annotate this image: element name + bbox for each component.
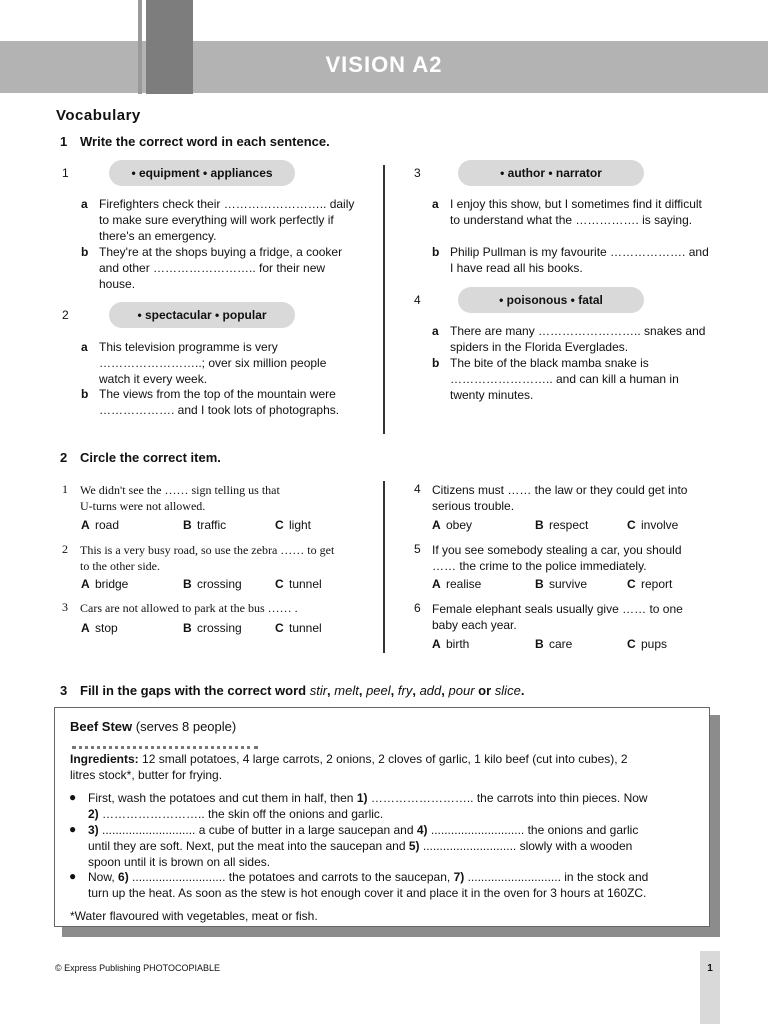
word-slice: slice (494, 683, 521, 698)
answer-option[interactable]: B respect (535, 518, 589, 532)
task1-instruction: Write the correct word in each sentence. (80, 134, 330, 149)
answer-option[interactable]: A realise (432, 577, 482, 591)
item-text: I enjoy this show, but I sometimes find it difficult to understand what the ……………. is saying. (450, 197, 702, 227)
sentence-item (432, 355, 710, 403)
task2-heading (60, 450, 221, 465)
question-stem-line: to the other side. (80, 559, 160, 573)
gap-number: 7) (453, 870, 465, 884)
ingredients-text: litres stock*, butter for frying. (70, 768, 223, 782)
word-melt: melt (334, 683, 359, 698)
question-stem-line: We didn't see the …… sign telling us that (80, 483, 280, 497)
question-stem-line: baby each year. (432, 618, 517, 632)
item-text: This television programme is very ……………………..; over six million people watch it every week. (99, 340, 327, 386)
item-letter: a (432, 197, 439, 211)
task3-instruction: Fill in the gaps with the correct word (80, 683, 307, 698)
recipe-serves: (serves 8 people) (135, 719, 237, 734)
item-letter: b (81, 387, 89, 401)
gap-number: 3) (88, 823, 99, 837)
sentence-item (432, 196, 710, 244)
section-title: Vocabulary (56, 107, 141, 124)
sentence-item (432, 323, 710, 355)
page-tab (700, 951, 720, 1024)
word-options-pill: • spectacular • popular (109, 302, 295, 328)
recipe-step: 3) ............................ a cube of butter in a large saucepan and 4) ............................ the onions and garlic until they are soft. Next, put the meat into the saucepan and 5) ............................ slowly with a wooden spoon until it is brown on all sides. (88, 823, 639, 869)
gap-number: 1) (356, 791, 368, 805)
answer-option[interactable]: B crossing (183, 577, 242, 591)
item-letter: b (432, 356, 440, 370)
task3-heading: 3 Fill in the gaps with the correct word stir, melt, peel, fry, add, pour or slice. (60, 683, 525, 698)
sentence-item (432, 244, 710, 276)
column-divider (383, 165, 385, 434)
answer-option[interactable]: B traffic (183, 518, 227, 532)
group-number: 1 (62, 166, 69, 180)
item-letter: b (432, 245, 440, 259)
sentence-item (81, 244, 361, 292)
recipe-footnote: *Water flavoured with vegetables, meat or fish. (70, 909, 318, 923)
answer-option[interactable]: B survive (535, 577, 588, 591)
question-stem (432, 482, 722, 514)
task2-instruction: Circle the correct item. (80, 450, 221, 465)
gap-blank[interactable]: …………………….. the skin off the onions and garlic. (102, 807, 384, 821)
word-options-pill: • author • narrator (458, 160, 644, 186)
gap-blank[interactable]: ............................ the potatoes and carrots to the saucepan, (132, 870, 451, 884)
answer-option[interactable]: A obey (432, 518, 473, 532)
recipe-ingredients (70, 751, 700, 783)
item-text: Firefighters check their …………………….. daily to make sure everything will work perfectly if there's an emergency. (99, 197, 355, 243)
dotted-rule (72, 746, 258, 749)
word-stir: stir (309, 683, 328, 698)
question-stem-line: This is a very busy road, so use the zebra …… to get (80, 543, 335, 557)
question-number: 2 (62, 542, 68, 556)
answer-option[interactable]: C involve (627, 518, 679, 532)
page-title: VISION A2 (325, 52, 443, 77)
sentence-item (81, 196, 361, 244)
recipe-step: Now, 6) ............................ the potatoes and carrots to the saucepan, 7) ............................ in the stock and turn up the heat. As soon as the stew is hot enough cover it and place it in the oven for 3 hours at 160ZC. (88, 870, 649, 900)
question-stem-line: …… the crime to the police immediately. (432, 559, 647, 573)
answer-option[interactable]: C pups (627, 637, 668, 651)
gap-number: 6) (118, 870, 129, 884)
gap-blank[interactable]: ............................ in the stock and (467, 870, 649, 884)
item-text: The views from the top of the mountain were ………………. and I took lots of photographs. (99, 387, 340, 417)
recipe-box (54, 707, 710, 927)
answer-option[interactable]: C tunnel (275, 621, 322, 635)
gap-blank[interactable]: ............................ the onions and garlic (430, 823, 639, 837)
recipe-title (70, 719, 236, 734)
question-stem (432, 601, 722, 633)
gap-number: 5) (408, 839, 420, 853)
task1-number: 1 (60, 134, 68, 149)
sentence-item (81, 339, 361, 387)
question-stem-line: Cars are not allowed to park at the bus …… . (80, 601, 298, 615)
word-fry: fry (397, 683, 413, 698)
answer-option[interactable]: B care (535, 637, 573, 651)
question-stem (80, 600, 380, 616)
gap-number: 4) (416, 823, 428, 837)
question-number: 6 (414, 601, 421, 615)
question-stem-line: U-turns were not allowed. (80, 499, 206, 513)
answer-option[interactable]: A road (81, 518, 120, 532)
word-options-pill: • poisonous • fatal (458, 287, 644, 313)
recipe-name: Beef Stew (70, 719, 133, 734)
question-stem (432, 542, 722, 574)
group-number: 4 (414, 293, 421, 307)
answer-option[interactable]: C tunnel (275, 577, 322, 591)
answer-option[interactable]: C report (627, 577, 673, 591)
gap-blank[interactable]: ............................ a cube of butter in a large saucepan and (102, 823, 414, 837)
ingredients-text: 12 small potatoes, 4 large carrots, 2 onions, 2 cloves of garlic, 1 kilo beef (cut into cubes), 2 (142, 752, 628, 766)
question-stem-line: If you see somebody stealing a car, you should (432, 543, 682, 557)
answer-option[interactable]: A stop (81, 621, 118, 635)
column-divider (383, 481, 385, 653)
question-stem-line: serious trouble. (432, 499, 515, 513)
group-number: 3 (414, 166, 421, 180)
task3-number: 3 (60, 683, 68, 698)
item-letter: a (81, 197, 88, 211)
page-number: 1 (707, 963, 713, 974)
question-stem-line: Citizens must …… the law or they could get into (432, 483, 688, 497)
item-text: The bite of the black mamba snake is …………………….. and can kill a human in twenty minutes. (450, 356, 679, 402)
item-letter: a (81, 340, 88, 354)
question-stem (80, 482, 380, 514)
task2-number: 2 (60, 450, 68, 465)
item-text: They're at the shops buying a fridge, a cooker and other …………………….. for their new house. (99, 245, 343, 291)
item-text: Philip Pullman is my favourite ………………. and I have read all his books. (450, 245, 709, 275)
answer-option[interactable]: B crossing (183, 621, 242, 635)
sentence-item (81, 386, 361, 418)
recipe-step: First, wash the potatoes and cut them in half, then 1) …………………….. the carrots into thin pieces. Now 2) …………………….. the skin off the onions and garlic. (88, 791, 648, 821)
group-number: 2 (62, 308, 69, 322)
item-text: There are many …………………….. snakes and spiders in the Florida Everglades. (450, 324, 706, 354)
bullet-icon: ● (69, 790, 77, 804)
bullet-icon: ● (69, 869, 77, 883)
word-peel: peel (366, 683, 391, 698)
item-letter: b (81, 245, 89, 259)
gap-blank[interactable]: …………………….. the carrots into thin pieces. Now (370, 791, 648, 805)
question-number: 4 (414, 482, 421, 496)
item-letter: a (432, 324, 439, 338)
question-stem-line: Female elephant seals usually give …… to one (432, 602, 683, 616)
word-pour: pour (448, 683, 475, 698)
gap-number: 2) (88, 807, 99, 821)
task1-heading (60, 134, 330, 149)
question-stem (80, 542, 380, 574)
answer-option[interactable]: A bridge (81, 577, 129, 591)
answer-option[interactable]: C light (275, 518, 312, 532)
copyright-notice: © Express Publishing PHOTOCOPIABLE (55, 963, 221, 973)
answer-option[interactable]: A birth (432, 637, 470, 651)
word-add: add (419, 683, 442, 698)
question-number: 5 (414, 542, 421, 556)
word-or: or (478, 683, 492, 698)
ingredients-label: Ingredients: (70, 752, 139, 766)
question-number: 3 (62, 600, 68, 614)
word-options-pill: • equipment • appliances (109, 160, 295, 186)
gap-blank[interactable]: ............................ slowly with a wooden (422, 839, 633, 853)
bullet-icon: ● (69, 822, 77, 836)
question-number: 1 (62, 482, 68, 496)
